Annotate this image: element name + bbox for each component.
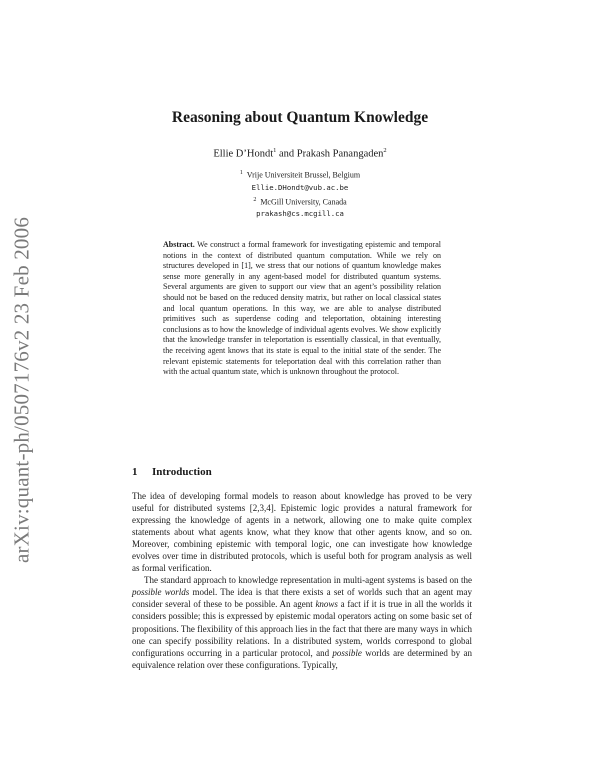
affiliation-1-email[interactable]: Ellie.DHondt@vub.ac.be	[251, 182, 349, 192]
body-text	[132, 490, 472, 671]
paragraph-2	[132, 574, 472, 670]
paragraph-2-em-2: knows	[315, 599, 338, 610]
affiliations	[0, 167, 600, 220]
author-conjunction: and	[279, 148, 295, 160]
affiliation-2-email[interactable]: prakash@cs.mcgill.ca	[256, 209, 344, 219]
paragraph-2-part-2: model. The idea is that there exists a set of worlds such that an agent may consider several of these to be possible. An agent	[132, 587, 472, 610]
paragraph-2-em-1: possible worlds	[132, 587, 190, 598]
affiliation-1-institution: Vrije Universiteit Brussel, Belgium	[246, 170, 361, 180]
affiliation-2	[0, 194, 600, 209]
abstract	[163, 240, 441, 378]
paragraph-2-part-4: worlds are determined by an equivalence relation over these configurations. Typically,	[132, 647, 472, 670]
paper-title: Reasoning about Quantum Knowledge	[171, 109, 429, 126]
affiliation-1	[0, 167, 600, 182]
affiliation-1-mark: 1	[239, 170, 243, 176]
section-title: Introduction	[152, 466, 212, 478]
section-number: 1	[132, 466, 138, 478]
author-line	[0, 147, 600, 160]
author-2-mark: 2	[383, 147, 387, 154]
affiliation-2-mark: 2	[253, 196, 257, 203]
abstract-label: Abstract.	[163, 240, 195, 249]
abstract-text: We construct a formal framework for investigating epistemic and temporal notions in the context of distributed quantum computation. While we rely on structures developed in [1], we stress that our notions of quantum knowledge makes sense more generally in any agent-based model for distributed quantum systems. Several arguments are given to support our view that an agent’s possibility relation should not be based on the reduced density matrix, but rather on local classical states and local quantum operations. In this way, we are able to analyse distributed primitives such as superdense coding and teleportation, obtaining interesting conclusions as to how the knowledge of individual agents evolves. We show explicitly that the knowledge transfer in teleportation is essentially classical, in that eventually, the receiving agent knows that its state is equal to the initial state of the sender. The relevant epistemic statements for teleportation deal with this correlation rather than with the actual quantum state, which is unknown throughout the protocol.	[163, 240, 441, 377]
paragraph-2-em-3: possible	[332, 647, 362, 658]
paragraph-2-part-3: a fact if it is true in all the worlds it considers possible; this is expressed by epistemic modal operators acting on some basic set of propositions. The flexibility of this approach lies in the fact that there are many ways in which one can specify possibility relations. In a distributed system, worlds correspond to global configurations occurring in a particular protocol, and	[132, 599, 473, 658]
arxiv-identifier	[2, 190, 42, 590]
paragraph-1: The idea of developing formal models to reason about knowledge has proved to be very useful for distributed systems [2,3,4]. Epistemic logic provides a natural framework for expressing the knowledge of agents in a network, allowing one to make quite complex statements about what agents know, what they know that other agents know, and so on. Moreover, combining epistemic with temporal logic, one can investigate how knowledge evolves over time in distributed protocols, which is useful both for program analysis as well as formal verification.	[132, 491, 472, 574]
author-1-mark: 1	[273, 147, 277, 154]
author-2: Prakash Panangaden	[296, 148, 384, 160]
paragraph-2-part-1: The standard approach to knowledge representation in multi-agent systems is based on the	[144, 575, 472, 586]
affiliation-2-institution: McGill University, Canada	[260, 197, 347, 207]
author-1: Ellie D’Hondt	[213, 148, 274, 160]
section-heading	[132, 466, 212, 478]
arxiv-identifier-text: arXiv:quant-ph/0507176v2 23 Feb 2006	[9, 216, 34, 564]
